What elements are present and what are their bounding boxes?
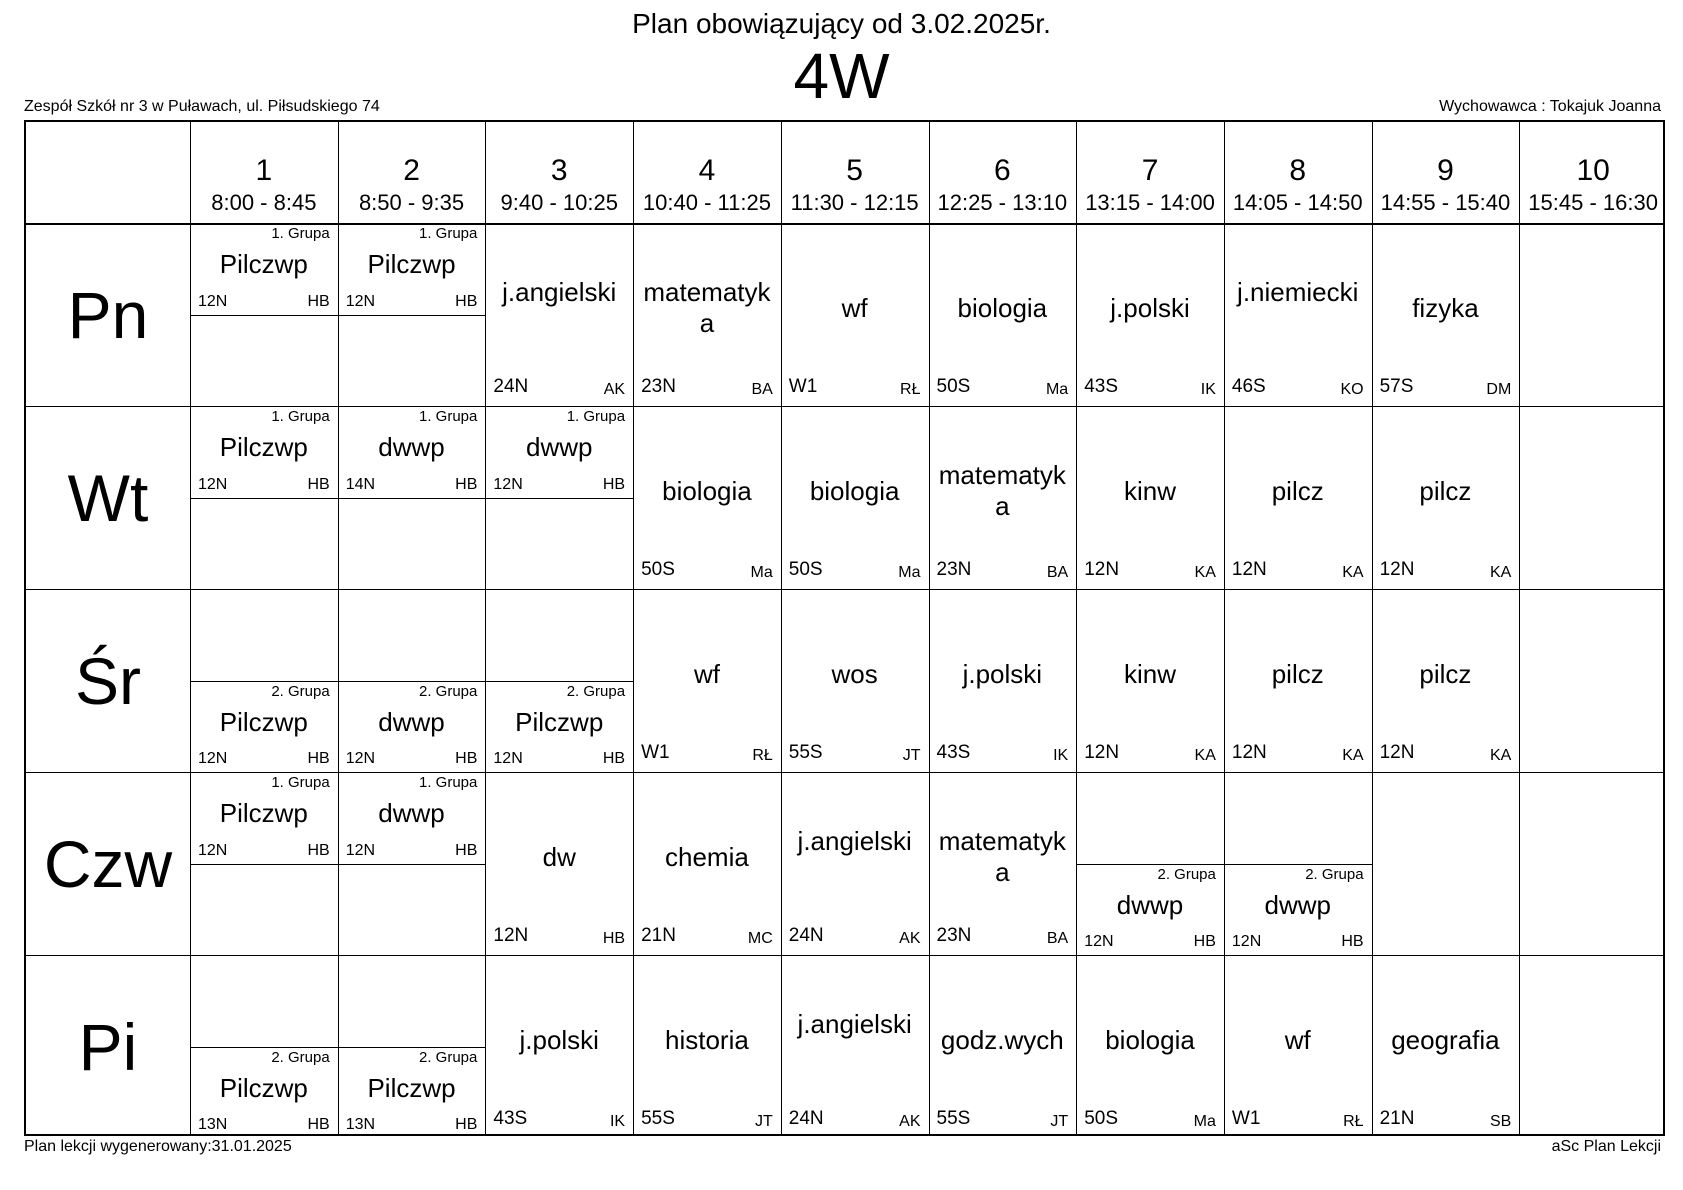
teacher-code: MC xyxy=(747,930,773,947)
day-label: Śr xyxy=(75,643,141,718)
lesson-cell xyxy=(485,955,633,1138)
room-number: 24N xyxy=(788,925,824,946)
period-number: 4 xyxy=(698,154,716,187)
room-number: 43S xyxy=(1084,376,1118,397)
room-number: 12N xyxy=(1231,933,1262,950)
subject-name: dwwp xyxy=(378,706,445,737)
room-number: 13N xyxy=(345,1116,376,1133)
teacher-code: HB xyxy=(1193,933,1216,950)
period-time: 8:50 - 9:35 xyxy=(358,190,465,215)
group-divider xyxy=(190,864,338,865)
teacher-code: HB xyxy=(455,1116,478,1133)
teacher-code: HB xyxy=(455,841,478,859)
teacher-code: AK xyxy=(899,1113,921,1130)
lesson-cell xyxy=(190,1047,338,1139)
period-header xyxy=(1076,122,1224,223)
room-number: 12N xyxy=(198,841,228,859)
subject-name: j.angielski xyxy=(797,826,912,856)
subject-name: wf xyxy=(693,659,720,689)
period-number: 1 xyxy=(255,154,273,187)
period-header xyxy=(1224,122,1372,223)
lesson-cell xyxy=(781,772,929,955)
period-time: 13:15 - 14:00 xyxy=(1085,190,1215,215)
period-header xyxy=(1519,122,1667,223)
generated-date: Plan lekcji wygenerowany:31.01.2025 xyxy=(24,1138,292,1155)
room-number: 12N xyxy=(493,925,529,946)
room-number: 43S xyxy=(936,742,971,763)
subject-name: dwwp xyxy=(1264,889,1331,920)
lesson-cell xyxy=(1076,406,1224,589)
subject-name: wf xyxy=(841,293,868,323)
software-credit: aSc Plan Lekcji xyxy=(1551,1138,1661,1155)
lesson-cell xyxy=(1076,589,1224,772)
period-number: 9 xyxy=(1437,154,1454,187)
day-label: Wt xyxy=(67,460,149,535)
class-name: 4W xyxy=(793,40,890,112)
subject-name: pilcz xyxy=(1419,476,1472,506)
teacher-code: AK xyxy=(899,930,921,947)
subject-name: j.angielski xyxy=(502,277,617,307)
period-number: 6 xyxy=(994,154,1011,187)
room-number: 23N xyxy=(936,559,972,580)
group-label: 2. Grupa xyxy=(419,1048,478,1066)
period-header xyxy=(485,122,633,223)
group-label: 2. Grupa xyxy=(1305,865,1364,883)
subject-name: fizyka xyxy=(1412,293,1479,323)
room-number: 12N xyxy=(1084,933,1114,950)
teacher-code: Ma xyxy=(1193,1113,1216,1130)
lesson-cell xyxy=(1372,223,1520,406)
subject-name: dwwp xyxy=(525,432,593,462)
period-header xyxy=(633,122,781,223)
room-number: 46S xyxy=(1231,376,1266,397)
teacher-code: HB xyxy=(1341,933,1364,950)
period-number: 7 xyxy=(1141,154,1159,187)
lesson-cell xyxy=(338,223,486,315)
period-time: 11:30 - 12:15 xyxy=(790,190,919,215)
period-number: 2 xyxy=(403,154,420,187)
subject-name: j.polski xyxy=(519,1025,599,1055)
subject-name: geografia xyxy=(1391,1025,1500,1055)
homeroom-teacher: Wychowawca : Tokajuk Joanna xyxy=(1439,98,1661,115)
teacher-code: DM xyxy=(1486,381,1512,398)
day-label: Pn xyxy=(67,277,149,352)
group-label: 2. Grupa xyxy=(419,682,478,700)
lesson-cell xyxy=(1224,223,1372,406)
subject-name: chemia xyxy=(665,842,749,872)
period-time: 14:55 - 15:40 xyxy=(1380,190,1511,215)
teacher-code: KA xyxy=(1489,747,1512,764)
subject-name: dw xyxy=(542,842,576,872)
period-time: 10:40 - 11:25 xyxy=(642,190,771,215)
subject-name: dwwp xyxy=(1116,889,1184,920)
room-number: W1 xyxy=(788,376,818,397)
grid-vline xyxy=(1519,122,1520,1134)
room-number: 12N xyxy=(198,292,228,310)
teacher-code: KA xyxy=(1342,747,1364,764)
lesson-cell xyxy=(338,1047,486,1139)
lesson-cell xyxy=(929,406,1077,589)
teacher-code: HB xyxy=(307,750,330,767)
subject-name: kinw xyxy=(1124,476,1177,506)
lesson-cell xyxy=(1372,406,1520,589)
subject-name: j.polski xyxy=(962,659,1043,689)
room-number: 12N xyxy=(493,750,523,767)
teacher-code: RŁ xyxy=(1343,1113,1364,1130)
lesson-cell xyxy=(485,406,633,498)
room-number: 12N xyxy=(1231,742,1267,763)
room-number: 43S xyxy=(493,1108,528,1129)
lesson-cell xyxy=(338,681,486,773)
subject-name: biologia xyxy=(1105,1025,1195,1055)
teacher-code: KA xyxy=(1194,747,1216,764)
school-name: Zespół Szkół nr 3 w Puławach, ul. Piłsudskiego 74 xyxy=(24,98,380,115)
lesson-cell xyxy=(1224,589,1372,772)
teacher-code: KA xyxy=(1194,564,1216,581)
teacher-code: Ma xyxy=(898,564,921,581)
teacher-code: HB xyxy=(307,841,330,859)
teacher-code: HB xyxy=(602,930,626,947)
group-label: 1. Grupa xyxy=(271,408,330,425)
subject-name: Pilczwp xyxy=(219,432,308,462)
room-number: W1 xyxy=(1231,1108,1261,1129)
lesson-cell xyxy=(338,406,486,498)
lesson-cell xyxy=(633,223,781,406)
teacher-code: JT xyxy=(1050,1113,1069,1130)
plan-title: Plan obowiązujący od 3.02.2025r. xyxy=(632,8,1051,39)
teacher-code: AK xyxy=(603,381,626,398)
room-number: 14N xyxy=(345,475,376,493)
subject-name: Pilczwp xyxy=(219,706,308,737)
teacher-code: Ma xyxy=(1045,381,1069,398)
room-number: 12N xyxy=(493,475,523,493)
subject-name: Pilczwp xyxy=(219,798,308,828)
subject-name: biologia xyxy=(957,293,1048,323)
lesson-cell xyxy=(485,681,633,773)
period-header xyxy=(929,122,1077,223)
group-divider xyxy=(338,315,486,316)
group-divider xyxy=(190,498,338,499)
group-label: 2. Grupa xyxy=(271,682,330,700)
lesson-cell xyxy=(781,955,929,1138)
room-number: 50S xyxy=(641,559,675,580)
room-number: 12N xyxy=(345,292,376,310)
period-header xyxy=(190,122,338,223)
group-label: 1. Grupa xyxy=(566,408,626,425)
group-divider xyxy=(1224,864,1372,865)
period-header xyxy=(338,122,486,223)
group-divider xyxy=(338,1047,486,1048)
subject-name: matematyka xyxy=(938,826,1066,887)
teacher-code: KA xyxy=(1489,564,1512,581)
group-divider xyxy=(190,681,338,682)
teacher-code: RŁ xyxy=(752,747,773,764)
teacher-code: BA xyxy=(1046,564,1069,581)
teacher-code: HB xyxy=(455,750,478,767)
subject-name: godz.wych xyxy=(940,1025,1064,1055)
lesson-cell xyxy=(781,406,929,589)
period-number: 8 xyxy=(1289,154,1307,187)
group-label: 1. Grupa xyxy=(271,225,330,242)
room-number: 24N xyxy=(788,1108,824,1129)
room-number: 23N xyxy=(936,925,972,946)
group-label: 2. Grupa xyxy=(1157,865,1216,883)
subject-name: pilcz xyxy=(1271,659,1324,689)
lesson-cell xyxy=(1076,955,1224,1138)
group-divider xyxy=(338,681,486,682)
room-number: 12N xyxy=(1084,559,1120,580)
room-number: 12N xyxy=(198,475,228,493)
subject-name: pilcz xyxy=(1419,659,1472,689)
group-label: 1. Grupa xyxy=(419,408,478,425)
room-number: 21N xyxy=(1379,1108,1415,1129)
subject-name: matematyka xyxy=(643,277,771,338)
lesson-cell xyxy=(633,589,781,772)
subject-name: dwwp xyxy=(378,432,445,462)
group-divider xyxy=(190,315,338,316)
room-number: 12N xyxy=(1379,742,1415,763)
lesson-cell xyxy=(633,772,781,955)
lesson-cell xyxy=(781,589,929,772)
teacher-code: BA xyxy=(1046,930,1069,947)
teacher-code: KA xyxy=(1342,564,1364,581)
teacher-code: BA xyxy=(751,381,773,398)
group-label: 1. Grupa xyxy=(271,774,330,791)
subject-name: j.polski xyxy=(1110,293,1190,323)
lesson-cell xyxy=(1224,955,1372,1138)
teacher-code: HB xyxy=(307,475,330,493)
period-time: 15:45 - 16:30 xyxy=(1528,190,1658,215)
teacher-code: HB xyxy=(307,292,330,310)
teacher-code: KO xyxy=(1340,381,1364,398)
room-number: 55S xyxy=(936,1108,971,1129)
teacher-code: SB xyxy=(1489,1113,1512,1130)
room-number: 50S xyxy=(936,376,971,397)
period-header xyxy=(781,122,929,223)
subject-name: wos xyxy=(831,659,878,689)
lesson-cell xyxy=(633,406,781,589)
lesson-cell xyxy=(1372,589,1520,772)
room-number: 55S xyxy=(641,1108,675,1129)
room-number: 12N xyxy=(198,750,228,767)
lesson-cell xyxy=(781,223,929,406)
lesson-cell xyxy=(1372,955,1520,1138)
group-label: 1. Grupa xyxy=(419,774,478,791)
subject-name: Pilczwp xyxy=(367,249,456,279)
group-divider xyxy=(485,681,633,682)
lesson-cell xyxy=(633,955,781,1138)
room-number: 12N xyxy=(345,750,376,767)
period-number: 10 xyxy=(1576,154,1610,187)
teacher-code: HB xyxy=(455,475,478,493)
room-number: 55S xyxy=(788,742,823,763)
room-number: 12N xyxy=(345,841,376,859)
subject-name: j.niemiecki xyxy=(1237,277,1359,307)
room-number: 13N xyxy=(198,1116,228,1133)
lesson-cell xyxy=(1076,223,1224,406)
lesson-cell xyxy=(190,406,338,498)
teacher-code: IK xyxy=(609,1113,626,1130)
lesson-cell xyxy=(190,772,338,864)
teacher-code: RŁ xyxy=(900,381,921,398)
subject-name: Pilczwp xyxy=(219,249,308,279)
timetable-grid xyxy=(24,120,1665,1136)
teacher-code: HB xyxy=(307,1116,330,1133)
subject-name: Pilczwp xyxy=(367,1072,456,1103)
lesson-cell xyxy=(190,681,338,773)
room-number: W1 xyxy=(641,742,670,763)
lesson-cell xyxy=(929,772,1077,955)
room-number: 23N xyxy=(641,376,676,397)
room-number: 21N xyxy=(641,925,676,946)
teacher-code: HB xyxy=(602,750,626,767)
teacher-code: JT xyxy=(755,1113,773,1130)
lesson-cell xyxy=(485,223,633,406)
group-divider xyxy=(338,864,486,865)
subject-name: kinw xyxy=(1124,659,1177,689)
lesson-cell xyxy=(485,772,633,955)
room-number: 50S xyxy=(788,559,823,580)
lesson-cell xyxy=(1224,406,1372,589)
teacher-code: IK xyxy=(1200,381,1216,398)
room-number: 24N xyxy=(493,376,529,397)
group-label: 2. Grupa xyxy=(271,1048,330,1066)
day-label: Pi xyxy=(78,1009,138,1084)
group-divider xyxy=(190,1047,338,1048)
teacher-code: JT xyxy=(902,747,921,764)
subject-name: historia xyxy=(665,1025,749,1055)
period-time: 14:05 - 14:50 xyxy=(1232,190,1363,215)
period-number: 3 xyxy=(550,154,568,187)
lesson-cell xyxy=(190,223,338,315)
lesson-cell xyxy=(929,589,1077,772)
lesson-cell xyxy=(929,955,1077,1138)
period-number: 5 xyxy=(846,154,863,187)
subject-name: matematyka xyxy=(938,460,1066,521)
group-label: 1. Grupa xyxy=(419,225,478,242)
room-number: 12N xyxy=(1084,742,1120,763)
day-label: Czw xyxy=(43,826,173,901)
group-divider xyxy=(1076,864,1224,865)
subject-name: j.angielski xyxy=(797,1009,912,1039)
subject-name: dwwp xyxy=(378,798,445,828)
subject-name: wf xyxy=(1284,1025,1311,1055)
lesson-cell xyxy=(1224,864,1372,956)
lesson-cell xyxy=(338,772,486,864)
group-divider xyxy=(338,498,486,499)
period-time: 9:40 - 10:25 xyxy=(500,190,618,215)
group-divider xyxy=(485,498,633,499)
subject-name: biologia xyxy=(662,476,752,506)
teacher-code: HB xyxy=(602,475,626,493)
group-label: 2. Grupa xyxy=(566,682,626,700)
teacher-code: Ma xyxy=(750,564,773,581)
teacher-code: IK xyxy=(1053,747,1069,764)
subject-name: biologia xyxy=(809,476,900,506)
room-number: 50S xyxy=(1084,1108,1118,1129)
lesson-cell xyxy=(1076,864,1224,956)
teacher-code: HB xyxy=(455,292,478,310)
lesson-cell xyxy=(929,223,1077,406)
room-number: 12N xyxy=(1379,559,1415,580)
period-time: 8:00 - 8:45 xyxy=(211,190,317,215)
subject-name: Pilczwp xyxy=(219,1072,308,1103)
subject-name: pilcz xyxy=(1271,476,1324,506)
period-header xyxy=(1372,122,1520,223)
period-time: 12:25 - 13:10 xyxy=(937,190,1068,215)
room-number: 57S xyxy=(1379,376,1414,397)
subject-name: Pilczwp xyxy=(515,706,604,737)
room-number: 12N xyxy=(1231,559,1267,580)
